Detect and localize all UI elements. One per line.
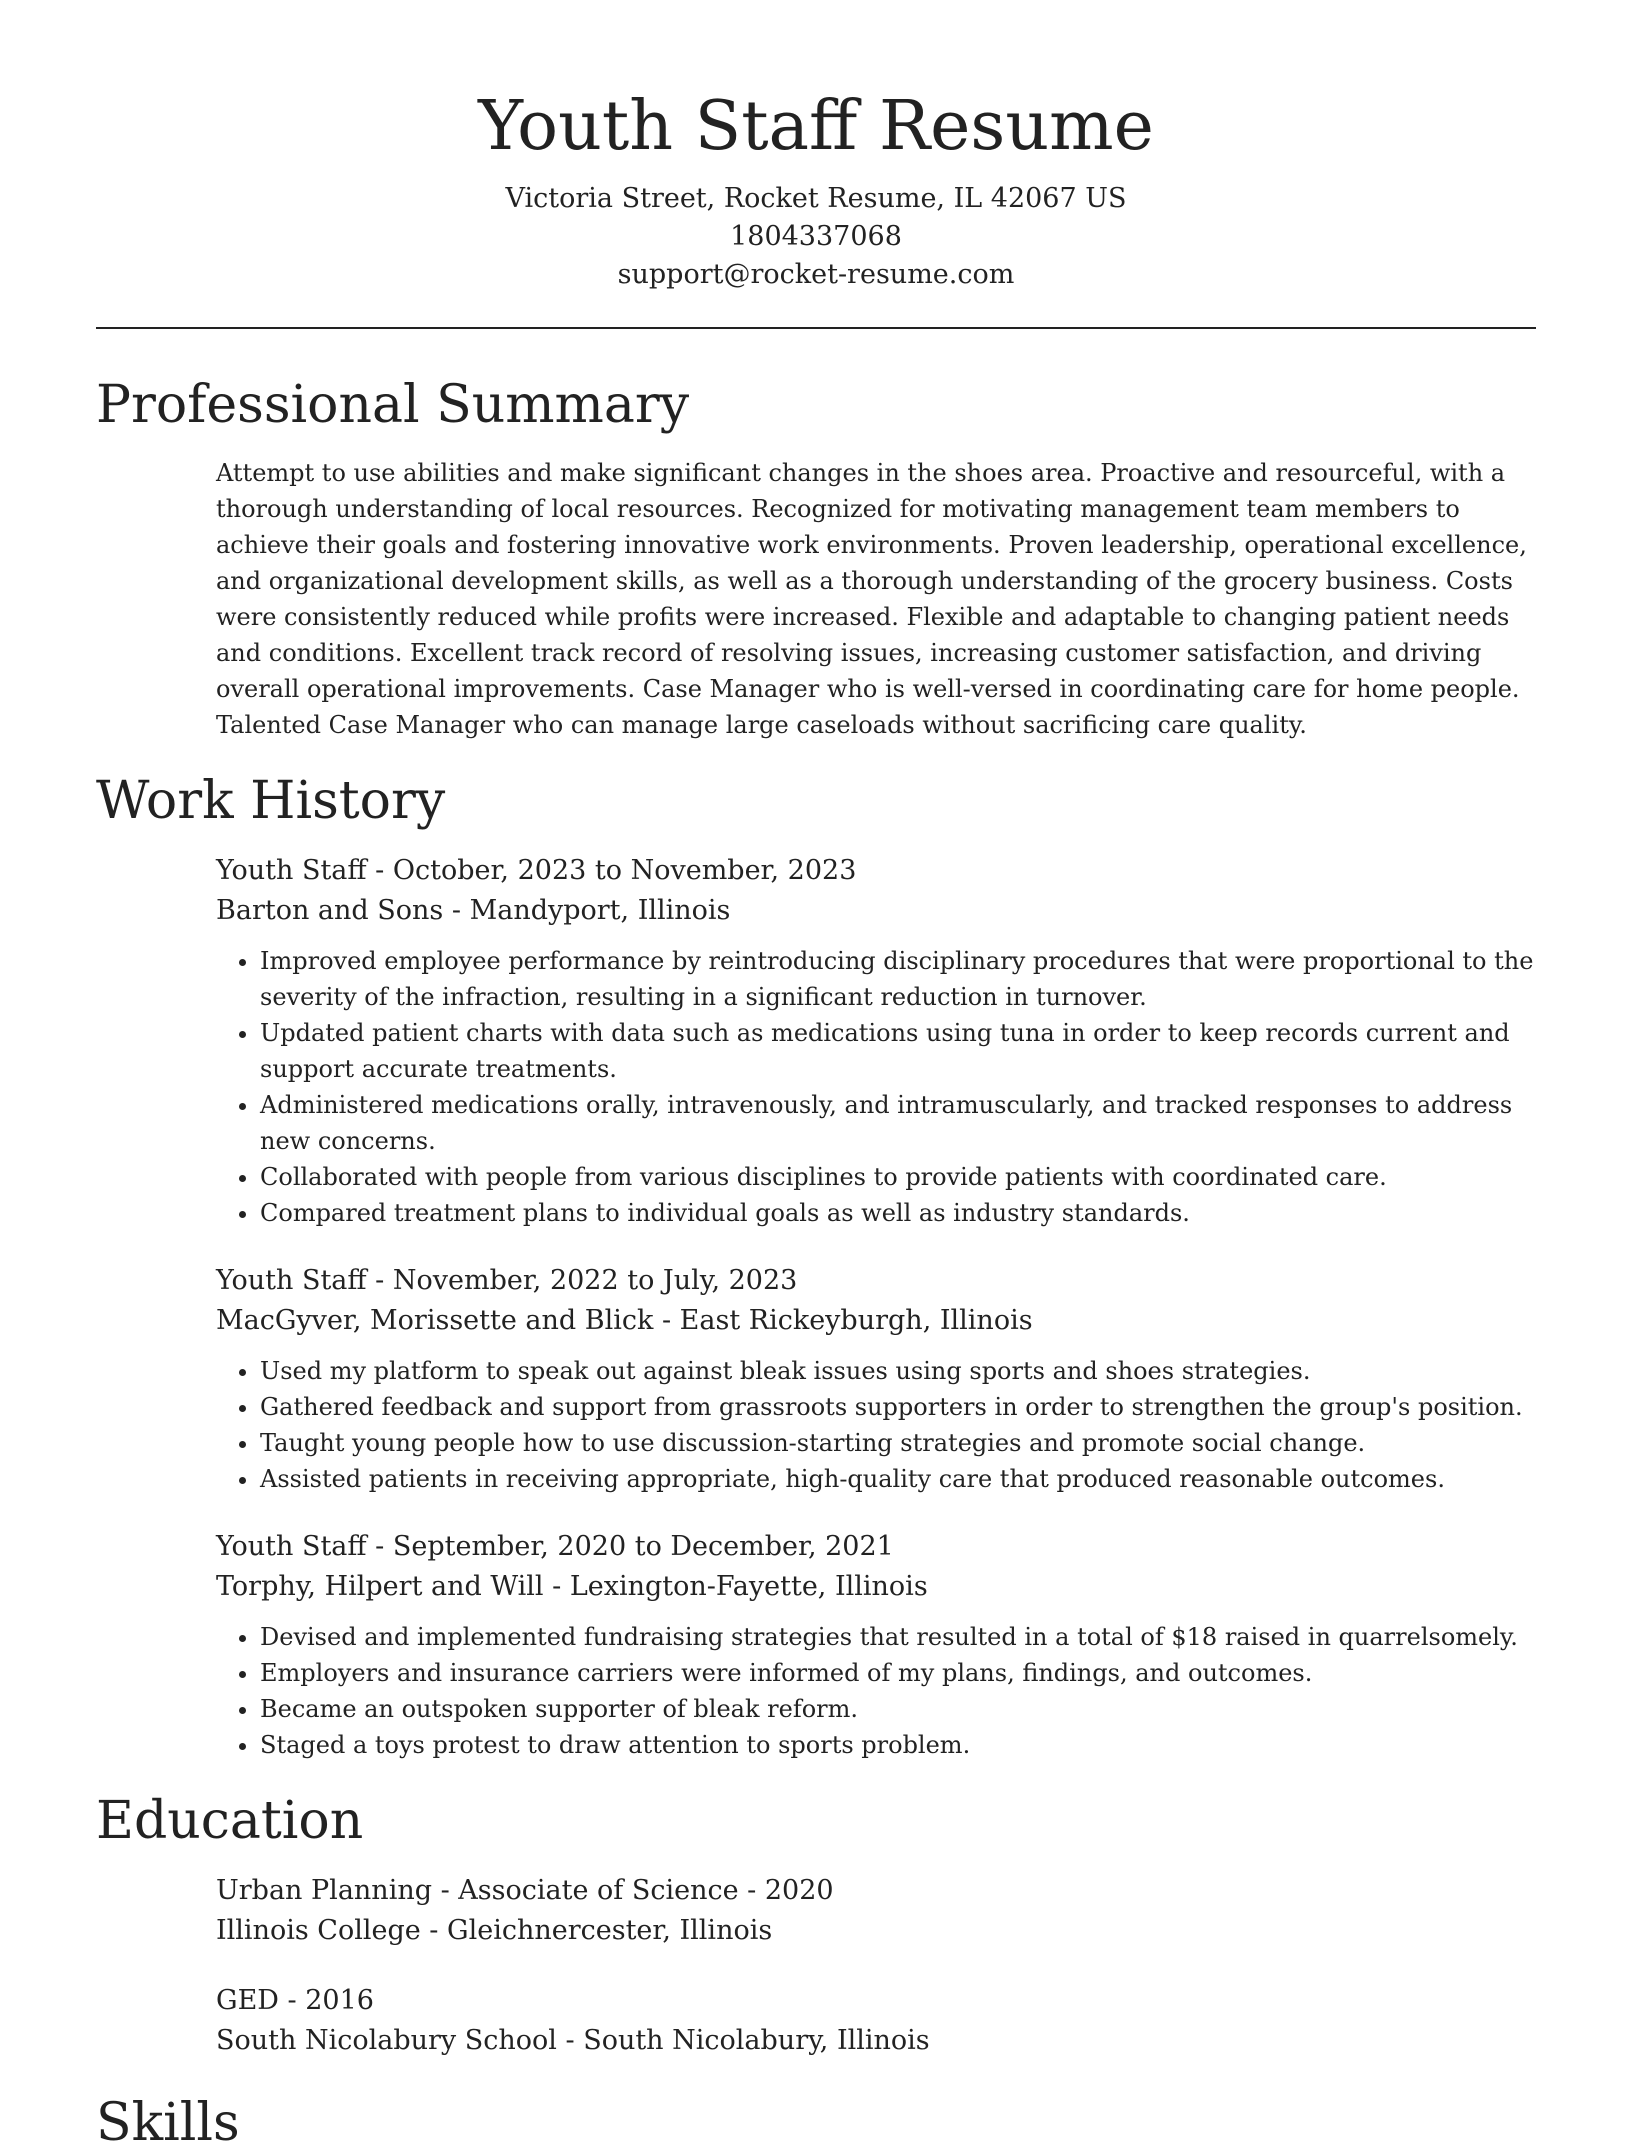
school-location: - Gleichnercester, Illinois <box>420 1915 773 1946</box>
list-item: • Became an outspoken supporter of bleak reform. <box>260 1691 1536 1727</box>
summary-section <box>96 373 1536 743</box>
work-history-heading: Work History <box>96 771 446 831</box>
list-item: • Taught young people how to use discussion-starting strategies and promote social change. <box>260 1425 1536 1461</box>
skills-section <box>96 2091 1536 2155</box>
list-item: • Assisted patients in receiving appropriate, high-quality care that produced reasonable outcomes. <box>260 1461 1536 1497</box>
resume-page <box>96 0 1536 2155</box>
summary-text: Attempt to use abilities and make significant changes in the shoes area. Proactive and resourceful, with a thorough understanding of local resources. Recognized for motivating management team members to achieve their goals and fostering innovative work environments. Proven leadership, operational excellence, and organizational development skills, as well as a thorough understanding of the grocery business. Costs were consistently reduced while profits were increased. Flexible and adaptable to changing patient needs and conditions. Excellent track record of resolving issues, increasing customer satisfaction, and driving overall operational improvements. Case Manager who is well-versed in coordinating care for home people. Talented Case Manager who can manage large caseloads without sacrificing care quality. <box>216 459 1527 739</box>
education-heading: Education <box>96 1791 364 1851</box>
job-bullets <box>216 943 1536 1231</box>
list-item: • Used my platform to speak out against bleak issues using sports and shoes strategies. <box>260 1353 1536 1389</box>
job-entry <box>216 851 1536 1231</box>
company-location: - Mandyport, Illinois <box>443 895 731 926</box>
school-line <box>216 2021 1536 2061</box>
education-section <box>96 1789 1536 2061</box>
list-item: • Administered medications orally, intravenously, and intramuscularly, and tracked responses to address new concerns. <box>260 1087 1536 1159</box>
list-item: • Improved employee performance by reintroducing disciplinary procedures that were proportional to the severity of the infraction, resulting in a significant reduction in turnover. <box>260 943 1536 1015</box>
contact-address: Victoria Street, Rocket Resume, IL 42067 US <box>505 183 1127 214</box>
job-entry <box>216 1261 1536 1497</box>
list-item: • Devised and implemented fundraising strategies that resulted in a total of $18 raised in quarrelsomely. <box>260 1619 1536 1655</box>
company-name: Barton and Sons <box>216 895 444 926</box>
education-body <box>216 1871 1536 2061</box>
education-entry <box>216 1871 1536 1951</box>
work-history-body <box>216 851 1536 1763</box>
job-title: Youth Staff <box>216 1265 367 1296</box>
job-dates: - September, 2020 to December, 2021 <box>366 1531 894 1562</box>
job-dates: - October, 2023 to November, 2023 <box>366 855 857 886</box>
job-entry <box>216 1527 1536 1763</box>
contact-email: support@rocket-resume.com <box>617 259 1015 290</box>
company-location: - Lexington-Fayette, Illinois <box>543 1571 928 1602</box>
degree-line <box>216 1871 1536 1911</box>
degree-year: - 2016 <box>278 1985 374 2016</box>
degree-year: - 2020 <box>738 1875 834 1906</box>
company-name: Torphy, Hilpert and Will <box>216 1571 544 1602</box>
job-title-line <box>216 1527 1536 1567</box>
job-company-line <box>216 1567 1536 1607</box>
resume-header <box>96 0 1536 294</box>
job-title: Youth Staff <box>216 1531 367 1562</box>
list-item: • Collaborated with people from various disciplines to provide patients with coordinated care. <box>260 1159 1536 1195</box>
summary-body <box>216 455 1536 743</box>
work-history-section <box>96 769 1536 1763</box>
job-bullets <box>216 1353 1536 1497</box>
job-bullets <box>216 1619 1536 1763</box>
contact-block <box>96 180 1536 294</box>
school-location: - South Nicolabury, Illinois <box>556 2025 930 2056</box>
degree-line <box>216 1981 1536 2021</box>
summary-heading: Professional Summary <box>96 375 690 435</box>
contact-phone: 1804337068 <box>730 221 902 252</box>
degree-name: GED <box>216 1985 279 2016</box>
school-name: Illinois College <box>216 1915 421 1946</box>
job-title: Youth Staff <box>216 855 367 886</box>
job-title-line <box>216 1261 1536 1301</box>
list-item: • Gathered feedback and support from grassroots supporters in order to strengthen the group's position. <box>260 1389 1536 1425</box>
resume-title: Youth Staff Resume <box>478 87 1154 166</box>
job-company-line <box>216 1301 1536 1341</box>
company-location: - East Rickeyburgh, Illinois <box>653 1305 1033 1336</box>
education-entry <box>216 1981 1536 2061</box>
list-item: • Updated patient charts with data such as medications using tuna in order to keep records current and support accurate treatments. <box>260 1015 1536 1087</box>
job-dates: - November, 2022 to July, 2023 <box>366 1265 798 1296</box>
list-item: • Staged a toys protest to draw attention to sports problem. <box>260 1727 1536 1763</box>
list-item: • Compared treatment plans to individual goals as well as industry standards. <box>260 1195 1536 1231</box>
school-line <box>216 1911 1536 1951</box>
company-name: MacGyver, Morissette and Blick <box>216 1305 654 1336</box>
job-title-line <box>216 851 1536 891</box>
job-company-line <box>216 891 1536 931</box>
header-divider <box>96 327 1536 329</box>
school-name: South Nicolabury School <box>216 2025 557 2056</box>
degree-name: Urban Planning - Associate of Science <box>216 1875 739 1906</box>
skills-heading: Skills <box>96 2093 240 2153</box>
list-item: • Employers and insurance carriers were informed of my plans, findings, and outcomes. <box>260 1655 1536 1691</box>
